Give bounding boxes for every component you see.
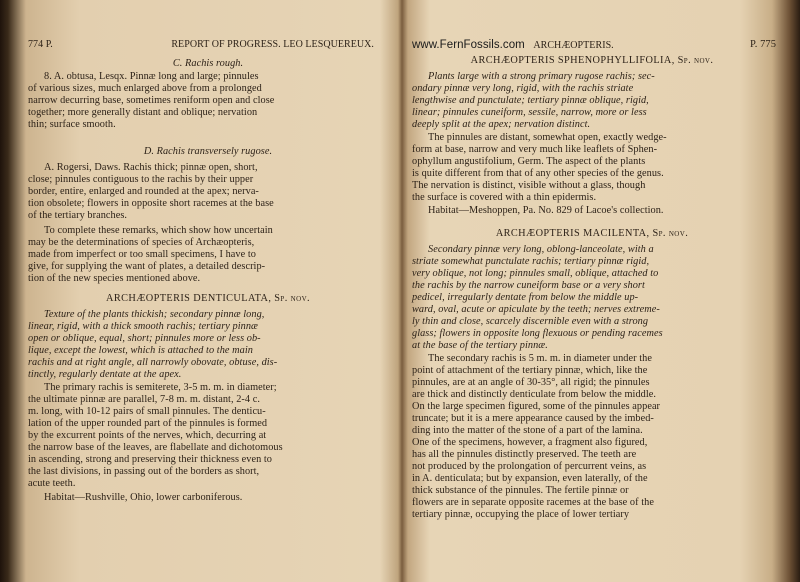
denticulata-desc-1: The primary rachis is semiterete, 3-5 m. m. in diameter;	[44, 382, 277, 393]
spheno-desc-3: ophyllum angustifolium, Germ. The aspect of the plants	[412, 156, 646, 167]
macilenta-diag-7: ly thin and close, scarcely discernible even with a strong	[412, 316, 649, 327]
watermark-text: www.FernFossils.com	[412, 39, 525, 51]
macilenta-desc-5: On the large specimen figured, some of the pinnules appear	[412, 401, 661, 412]
obtusa-line-3: narrow decurring base, sometimes reniform open and close	[28, 95, 275, 106]
denticulata-diag-2: linear, rigid, with a thick smooth rachis; tertiary pinnæ	[28, 321, 258, 332]
macilenta-desc-4: are thick and distinctly denticulate from below the middle.	[412, 389, 656, 400]
macilenta-diag-6: ward, oval, acute or apiculate by the teeth; nerves extreme-	[412, 304, 660, 315]
rogersi-line-1: A. Rogersi, Daws. Rachis thick; pinnæ open, short,	[44, 162, 258, 173]
left-page-header	[28, 39, 388, 51]
denticulata-desc-2: the ultimate pinnæ are parallel, 7-8 m. m. distant, 2-4 c.	[28, 394, 260, 405]
remarks-line-5: tion of the new species mentioned above.	[28, 273, 201, 284]
macilenta-diag-2: striate somewhat punctulate rachis; tertiary pinnæ rigid,	[412, 256, 650, 267]
denticulata-diag-6: tinctly, regularly dentate at the apex.	[28, 369, 182, 380]
spheno-desc-1: The pinnules are distant, somewhat open, exactly wedge-	[428, 132, 667, 143]
obtusa-line-5: thin; surface smooth.	[28, 119, 116, 130]
macilenta-desc-12: thick substance of the pinnules. The fertile pinnæ or	[412, 485, 629, 496]
spheno-diag-1: Plants large with a strong primary rugose rachis; sec-	[428, 71, 655, 82]
denticulata-desc-3: m. long, with 10-12 pairs of small pinnules. The denticu-	[28, 406, 266, 417]
denticulata-diag-4: lique, except the lowest, which is attached to the main	[28, 345, 253, 356]
rogersi-line-4: tion obsolete; flowers in opposite short racemes at the base	[28, 198, 274, 209]
macilenta-desc-9: has all the pinnules distinctly preserved. The teeth are	[412, 449, 637, 460]
spheno-diag-3: lengthwise and punctulate; tertiary pinnæ oblique, rigid,	[412, 95, 649, 106]
remarks-line-4: give, for supplying the want of plates, a detailed descrip-	[28, 261, 266, 272]
denticulata-desc-9: acute teeth.	[28, 478, 76, 489]
macilenta-desc-6: truncate; but it is a mere appearance caused by the imbed-	[412, 413, 654, 424]
obtusa-line-4: together; more generally distant and oblique; nervation	[28, 107, 258, 118]
macilenta-desc-8: One of the specimens, however, a fragment also figured,	[412, 437, 648, 448]
denticulata-heading: ARCHÆOPTERIS DENTICULATA, Sp. nov.	[105, 293, 311, 304]
macilenta-desc-7: ding into the matter of the stone of a part of the lamina.	[412, 425, 643, 436]
macilenta-desc-1: The secondary rachis is 5 m. m. in diameter under the	[428, 353, 652, 364]
macilenta-desc-14: tertiary pinnæ, occupying the place of lower tertiary	[412, 509, 630, 520]
remarks-line-3: made from imperfect or too small specimens, I have to	[28, 249, 256, 260]
macilenta-desc-2: point of attachment of the tertiary pinnæ, which, like the	[412, 365, 648, 376]
spheno-habitat: Habitat—Meshoppen, Pa. No. 829 of Lacoe's collection.	[428, 205, 664, 216]
macilenta-desc-3: pinnules, are at an angle of 30-35°, all rigid; the pinnules	[412, 377, 650, 388]
denticulata-diag-5: rachis and at right angle, all narrowly obovate, obtuse, dis-	[28, 357, 278, 368]
section-c-heading: C. Rachis rough.	[172, 58, 244, 69]
macilenta-heading: ARCHÆOPTERIS MACILENTA, Sp. nov.	[495, 228, 689, 239]
denticulata-desc-6: the narrow base of the leaves, are flabellate and dichotomous	[28, 442, 283, 453]
right-page-header	[412, 39, 776, 52]
spheno-desc-6: the surface is covered with a thin epidermis.	[412, 192, 597, 203]
remarks-line-1: To complete these remarks, which show how uncertain	[44, 225, 273, 236]
denticulata-desc-4: lation of the upper rounded part of the pinnules is formed	[28, 418, 268, 429]
rogersi-line-3: border, entire, enlarged and rounded at the apex; nerva-	[28, 186, 259, 197]
denticulata-habitat: Habitat—Rushville, Ohio, lower carboniferous.	[44, 492, 243, 503]
denticulata-desc-7: in ascending, strong and preserving their thickness even to	[28, 454, 273, 465]
macilenta-desc-13: flowers are in separate opposite racemes at the base of the	[412, 497, 654, 508]
remarks-line-2: may be the determinations of species of Archæopteris,	[28, 237, 255, 248]
spheno-desc-4: is quite different from that of any other species of the genus.	[412, 168, 664, 179]
spheno-diag-4: linear; pinnules cuneiform, sessile, narrow, more or less	[412, 107, 647, 118]
denticulata-diag-1: Texture of the plants thickish; secondary pinnæ long,	[44, 309, 265, 320]
spheno-desc-2: form at base, narrow and very much like leaflets of Sphen-	[412, 144, 658, 155]
sphenophyllifolia-heading: ARCHÆOPTERIS SPHENOPHYLLIFOLIA, Sp. nov.	[470, 55, 714, 66]
spheno-diag-2: ondary pinnæ very long, rigid, with the rachis striate	[412, 83, 634, 94]
rogersi-line-2: close; pinnules contiguous to the rachis by their upper	[28, 174, 254, 185]
macilenta-diag-3: very oblique, not long; pinnules small, oblique, attached to	[412, 268, 659, 279]
rogersi-line-5: of the tertiary branches.	[28, 210, 128, 221]
right-running-title: ARCHÆOPTERIS.	[533, 40, 614, 51]
denticulata-desc-5: by the excurrent points of the nerves, which, decurring at	[28, 430, 267, 441]
macilenta-diag-9: at the base of the tertiary pinnæ.	[412, 340, 548, 351]
right-page-number: P. 775	[750, 39, 776, 50]
section-d-heading: D. Rachis transversely rugose.	[143, 146, 273, 157]
spheno-desc-5: The nervation is distinct, visible without a glass, though	[412, 180, 646, 191]
macilenta-diag-8: glass; flowers in opposite long flexuous or pending racemes	[412, 328, 663, 339]
macilenta-diag-1: Secondary pinnæ very long, oblong-lanceolate, with a	[428, 244, 654, 255]
spheno-diag-5: deeply split at the apex; nervation distinct.	[412, 119, 591, 130]
denticulata-diag-3: open or oblique, equal, short; pinnules more or less ob-	[28, 333, 261, 344]
macilenta-diag-4: the rachis by the narrow cuneiform base or a very short	[412, 280, 645, 291]
left-running-title: REPORT OF PROGRESS. LEO LESQUEREUX.	[171, 39, 374, 50]
obtusa-line-1: 8. A. obtusa, Lesqx. Pinnæ long and large; pinnules	[44, 71, 259, 82]
macilenta-desc-11: in A. denticulata; but by expansion, even laterally, of the	[412, 473, 648, 484]
macilenta-desc-10: not produced by the prolongation of percurrent veins, as	[412, 461, 647, 472]
denticulata-desc-8: the last divisions, in passing out of the borders as short,	[28, 466, 260, 477]
obtusa-line-2: of various sizes, much enlarged above from a prolonged	[28, 83, 262, 94]
macilenta-diag-5: pedicel, irregularly dentate from below the middle up-	[412, 292, 639, 303]
left-page-number: 774 P.	[28, 39, 53, 50]
